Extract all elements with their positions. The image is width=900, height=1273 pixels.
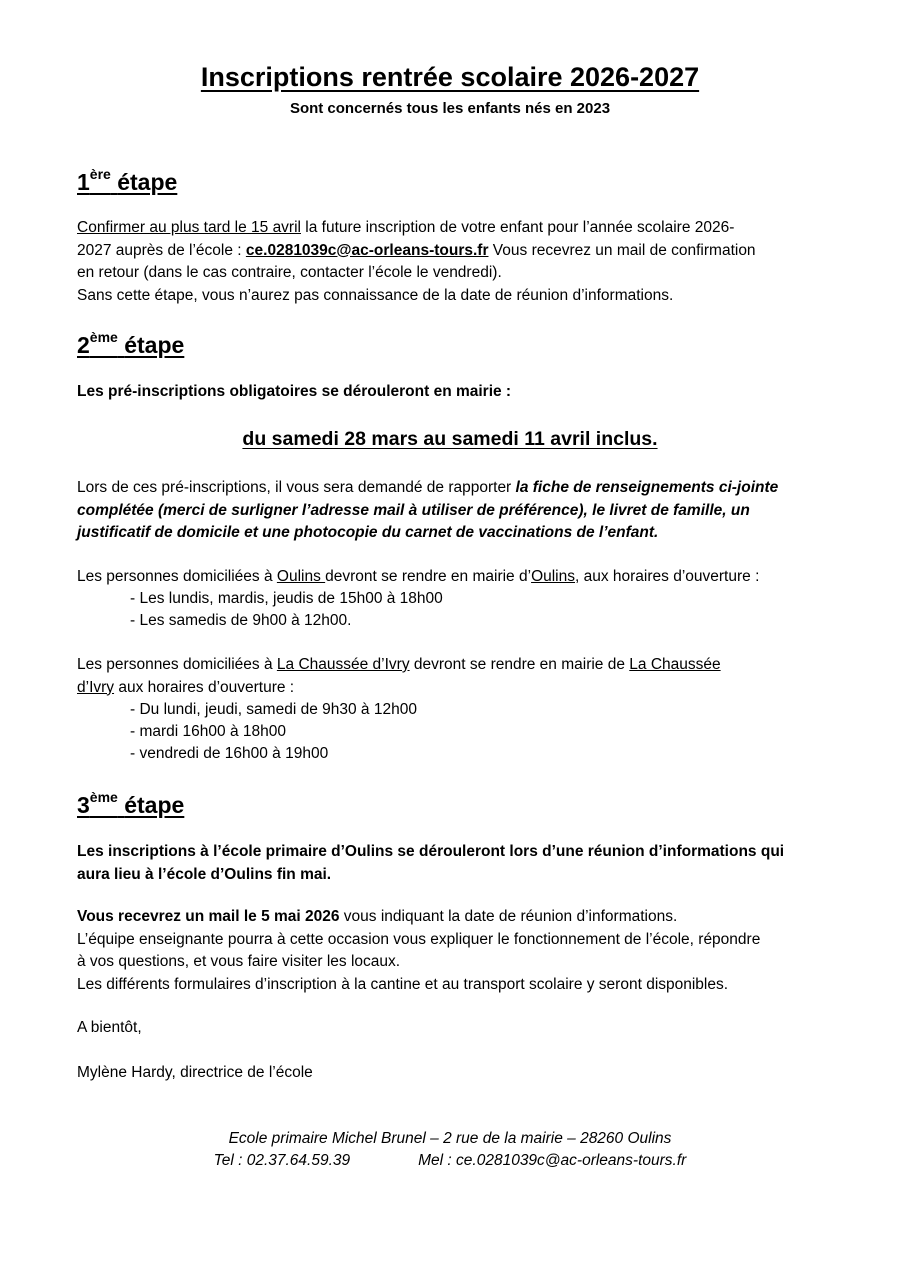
step3-meeting-info: Les inscriptions à l’école primaire d’Oulins se dérouleront lors d’une réunion d’informations qui aura lieu à l’école d’Oulins fin mai.: [77, 843, 785, 883]
oulins-hours-item: - Les lundis, mardis, jeudis de 15h00 à 18h00: [130, 590, 443, 607]
closing: A bientôt,: [77, 1019, 142, 1036]
signature: Mylène Hardy, directrice de l’école: [77, 1064, 313, 1081]
page-title: Inscriptions rentrée scolaire 2026-2027: [200, 62, 700, 92]
step1-heading: 1ère étape: [77, 166, 178, 195]
step2-intro: Les pré-inscriptions obligatoires se dérouleront en mairie :: [77, 383, 512, 400]
step2-heading: 2ème étape: [77, 329, 185, 358]
oulins-hours-item: - Les samedis de 9h00 à 12h00.: [130, 612, 352, 629]
confirm-deadline: Confirmer au plus tard le 15 avril: [77, 219, 301, 236]
page-subtitle: Sont concernés tous les enfants nés en 2023: [289, 100, 611, 117]
step3-heading: 3ème étape: [77, 789, 185, 818]
ivry-hours-item: - mardi 16h00 à 18h00: [130, 723, 286, 740]
footer-address: Ecole primaire Michel Brunel – 2 rue de la mairie – 28260 Oulins: [228, 1130, 672, 1147]
required-documents: Lors de ces pré-inscriptions, il vous sera demandé de rapporter la fiche de renseignements ci-jointe complétée (merci de surligner l’adresse mail à utiliser de préférence), le livret de famille, un justificatif de domicile et une photocopie du carnet de vaccinations de l’enfant.: [77, 479, 779, 541]
preinscription-dates: du samedi 28 mars au samedi 11 avril inclus.: [242, 428, 658, 450]
school-email-link[interactable]: ce.0281039c@ac-orleans-tours.fr: [245, 241, 489, 259]
oulins-info: Les personnes domiciliées à Oulins devront se rendre en mairie d’Oulins, aux horaires d’ouverture :: [77, 568, 760, 585]
step1-text: Confirmer au plus tard le 15 avril la future inscription de votre enfant pour l’année scolaire 2026- 2027 auprès de l’école : ce.0281039c@ac-orleans-tours.fr Vous recevrez un mail de confirmation en retour (dans le cas contraire, contacter l’école le vendredi). Sans cette étape, vous n’aurez pas connaissance de la date de réunion d’informations.: [77, 219, 756, 304]
ivry-hours-item: - vendredi de 16h00 à 19h00: [130, 745, 329, 762]
footer-mail: Mel : ce.0281039c@ac-orleans-tours.fr: [418, 1152, 687, 1169]
ivry-hours-item: - Du lundi, jeudi, samedi de 9h30 à 12h00: [130, 701, 417, 718]
step3-details: Vous recevrez un mail le 5 mai 2026 vous indiquant la date de réunion d’informations. L’équipe enseignante pourra à cette occasion vous expliquer le fonctionnement de l’école, répondre à vos questions, et vous faire visiter les locaux. Les différents formulaires d’inscription à la cantine et au transport scolaire y seront disponibles.: [77, 908, 761, 993]
footer-contact: [0, 1150, 900, 1173]
ivry-info: Les personnes domiciliées à La Chaussée d’Ivry devront se rendre en mairie de La Chaussée d’Ivry aux horaires d’ouverture :: [77, 656, 721, 696]
footer-tel: Tel : 02.37.64.59.39: [213, 1152, 351, 1169]
